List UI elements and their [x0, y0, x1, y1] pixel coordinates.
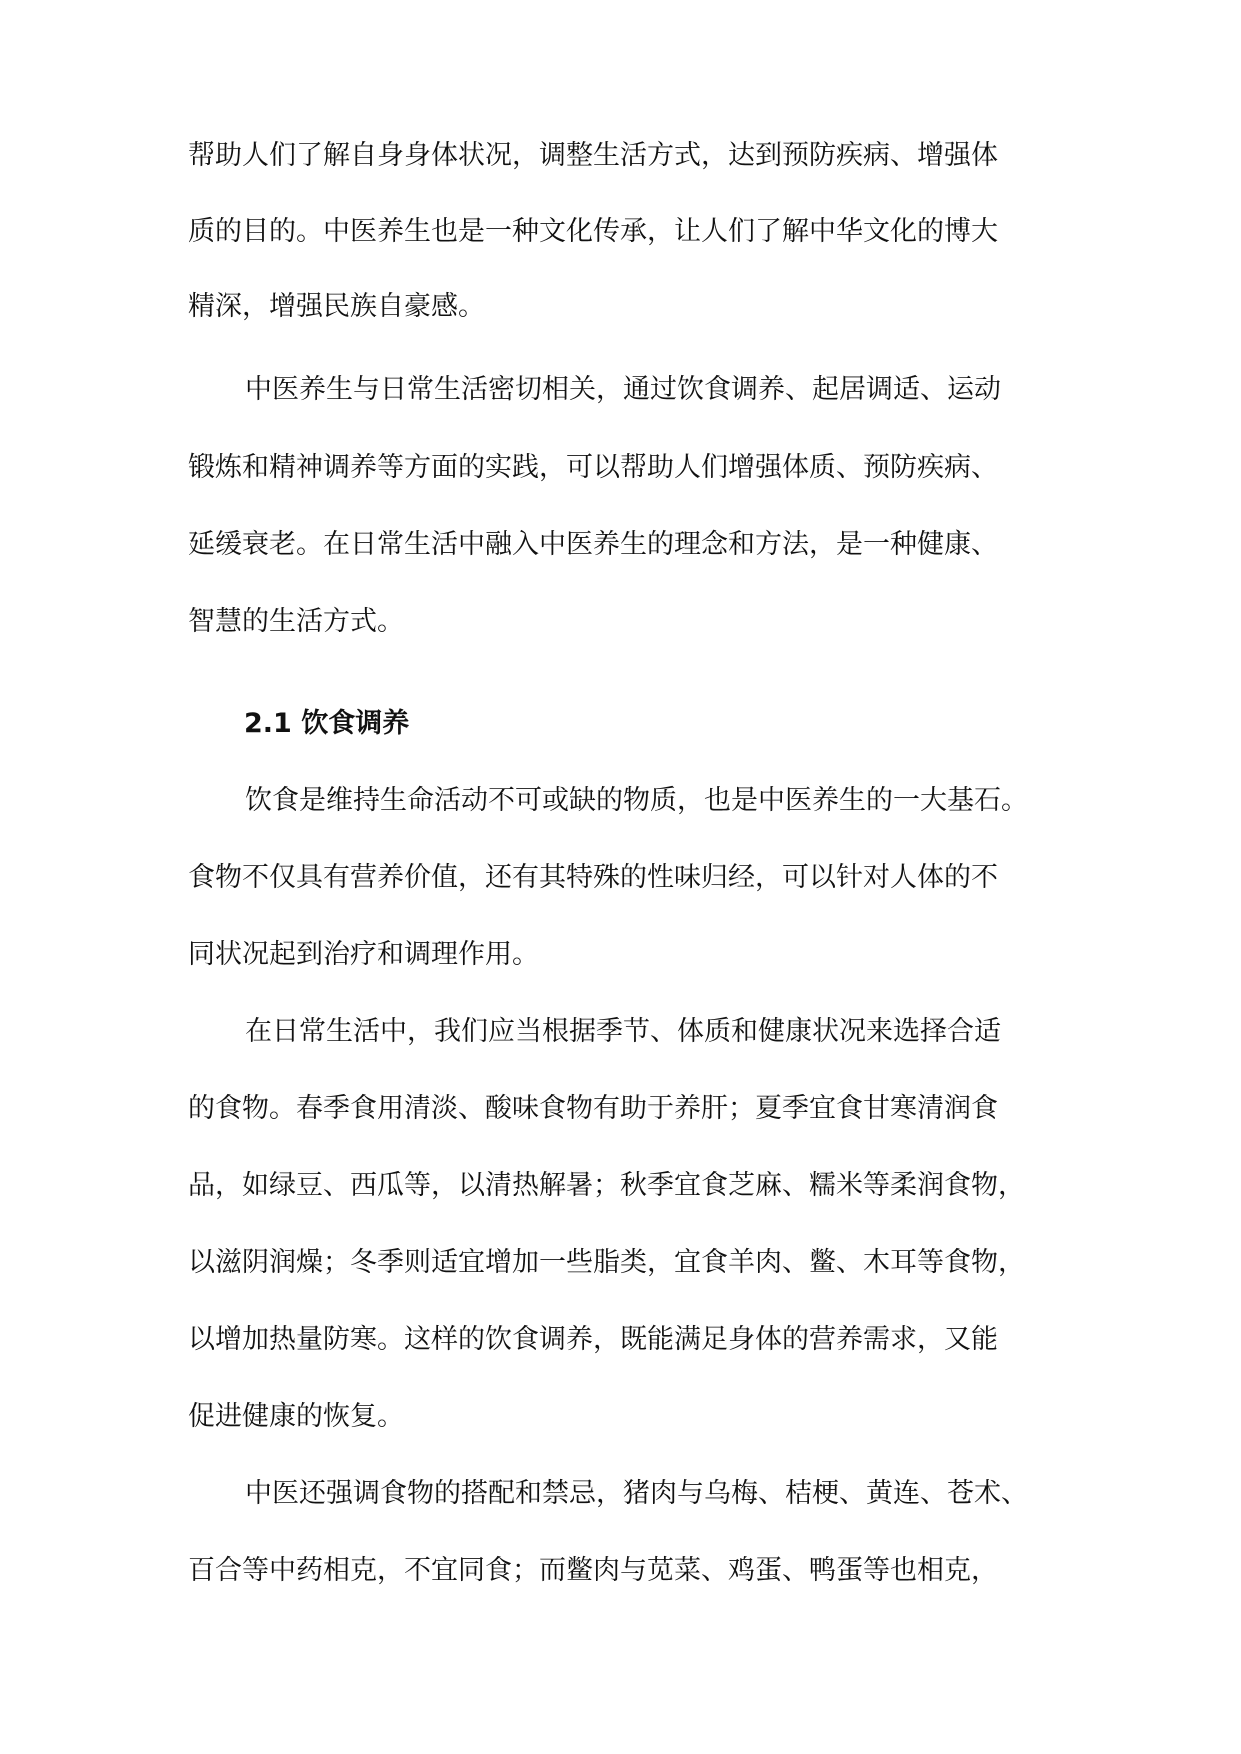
para2-line-4: 智慧的生活方式。 [188, 606, 404, 637]
para1-line-2: 质的目的。中医养生也是一种文化传承，让人们了解中华文化的博大 [188, 216, 998, 247]
para4-line-3: 品，如绿豆、西瓜等，以清热解暑；秋季宜食芝麻、糯米等柔润食物， [188, 1170, 1025, 1201]
para3-line-1: 饮食是维持生命活动不可或缺的物质，也是中医养生的一大基石。 [245, 785, 1028, 816]
para4-line-6: 促进健康的恢复。 [188, 1401, 404, 1432]
para1-line-1: 帮助人们了解自身身体状况，调整生活方式，达到预防疾病、增强体 [188, 140, 998, 171]
para4-line-5: 以增加热量防寒。这样的饮食调养，既能满足身体的营养需求，又能 [188, 1324, 998, 1355]
para3-line-3: 同状况起到治疗和调理作用。 [188, 939, 539, 970]
para5-line-2: 百合等中药相克，不宜同食；而鳖肉与苋菜、鸡蛋、鸭蛋等也相克， [188, 1555, 998, 1586]
para3-line-2: 食物不仅具有营养价值，还有其特殊的性味归经，可以针对人体的不 [188, 862, 998, 893]
para2-line-2: 锻炼和精神调养等方面的实践，可以帮助人们增强体质、预防疾病、 [188, 452, 998, 483]
para5-line-1: 中医还强调食物的搭配和禁忌，猪肉与乌梅、桔梗、黄连、苍术、 [245, 1478, 1028, 1509]
section-heading: 2.1 饮食调养 [244, 708, 410, 739]
para2-line-1: 中医养生与日常生活密切相关，通过饮食调养、起居调适、运动 [245, 374, 1001, 405]
para4-line-2: 的食物。春季食用清淡、酸味食物有助于养肝；夏季宜食甘寒清润食 [188, 1093, 998, 1124]
para4-line-4: 以滋阴润燥；冬季则适宜增加一些脂类，宜食羊肉、鳖、木耳等食物， [188, 1247, 1025, 1278]
para1-line-3: 精深，增强民族自豪感。 [188, 291, 485, 322]
para2-line-3: 延缓衰老。在日常生活中融入中医养生的理念和方法，是一种健康、 [188, 529, 998, 560]
para4-line-1: 在日常生活中，我们应当根据季节、体质和健康状况来选择合适 [245, 1016, 1001, 1047]
